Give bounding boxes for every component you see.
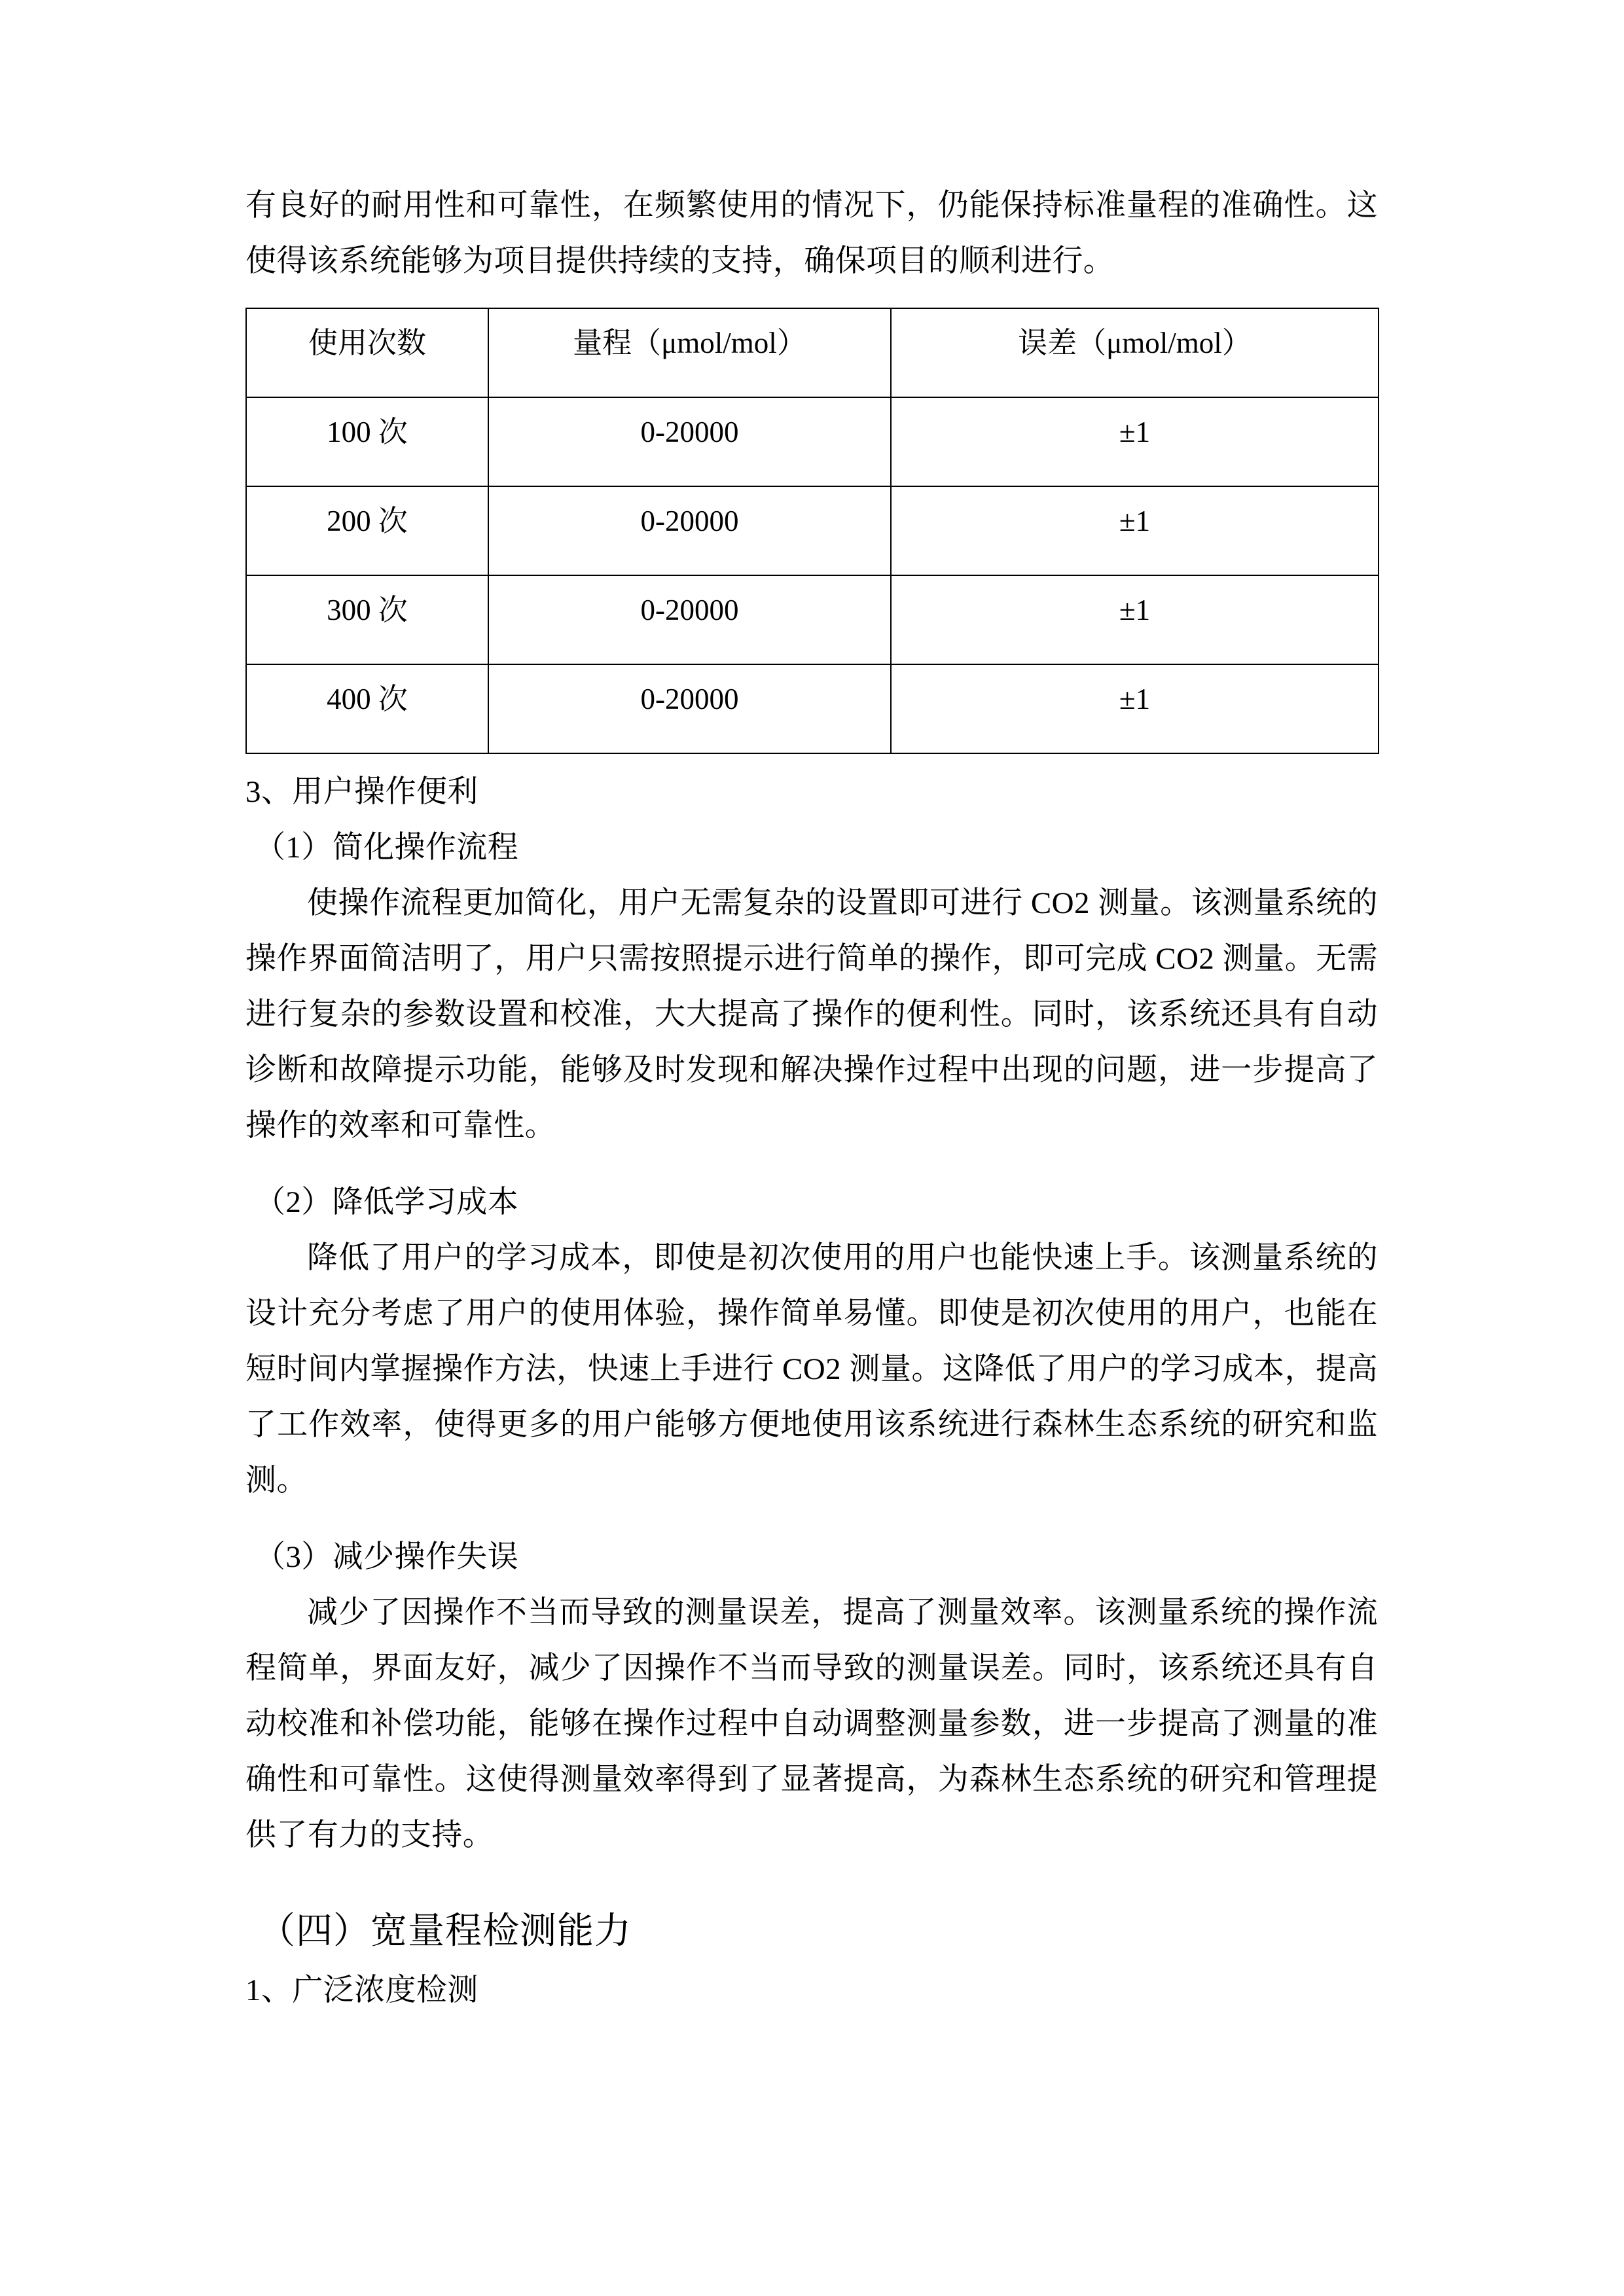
table-row (246, 575, 1379, 664)
table-header-cell: 量程（μmol/mol） (488, 308, 891, 397)
heading-sub-3: （3）减少操作失误 (255, 1540, 519, 1574)
spacer (245, 1509, 1378, 1530)
table-cell-error: ±1 (891, 486, 1379, 575)
table-row (246, 664, 1379, 753)
table-cell-error: ±1 (891, 575, 1379, 664)
spacer (245, 754, 1378, 764)
spacer (245, 1863, 1378, 1900)
table-header-row (246, 308, 1379, 397)
table-cell-range: 0-20000 (488, 575, 891, 664)
table-cell-usage: 100 次 (246, 397, 488, 486)
heading-section-4: （四）宽量程检测能力 (259, 1911, 632, 1952)
table-cell-range: 0-20000 (488, 486, 891, 575)
table-header-cell: 误差（μmol/mol） (891, 308, 1379, 397)
table-row (246, 486, 1379, 575)
usage-spec-table (245, 308, 1379, 754)
table-row (246, 397, 1379, 486)
table-cell-usage: 300 次 (246, 575, 488, 664)
table-cell-usage: 200 次 (246, 486, 488, 575)
table-cell-error: ±1 (891, 397, 1379, 486)
spacer (245, 1154, 1378, 1175)
spec-table-wrapper (245, 308, 1378, 754)
table-cell-error: ±1 (891, 664, 1379, 753)
heading-section-3: 3、用户操作便利 (245, 775, 478, 809)
heading-sub-1: （1）简化操作流程 (255, 831, 519, 865)
table-header-cell: 使用次数 (246, 308, 488, 397)
paragraph-sub-2-body: 降低了用户的学习成本，即使是初次使用的用户也能快速上手。该测量系统的设计充分考虑了用户的使用体验，操作简单易懂。即使是初次使用的用户，也能在短时间内掌握操作方法，快速上手进行 CO2 测量。这降低了用户的学习成本，提高了工作效率，使得更多的用户能够方便地使用该系统进行森林生态系统的研究和监测。 (245, 1241, 1378, 1498)
paragraph-sub-1-body: 使操作流程更加简化，用户无需复杂的设置即可进行 CO2 测量。该测量系统的操作界面简洁明了，用户只需按照提示进行简单的操作，即可完成 CO2 测量。无需进行复杂的参数设置和校准，大大提高了操作的便利性。同时，该系统还具有自动诊断和故障提示功能，能够及时发现和解决操作过程中出现的问题，进一步提高了操作的效率和可靠性。 (245, 886, 1378, 1143)
paragraph-sub-3-body: 减少了因操作不当而导致的测量误差，提高了测量效率。该测量系统的操作流程简单，界面友好，减少了因操作不当而导致的测量误差。同时，该系统还具有自动校准和补偿功能，能够在操作过程中自动调整测量参数，进一步提高了测量的准确性和可靠性。这使得测量效率得到了显著提高，为森林生态系统的研究和管理提供了有力的支持。 (245, 1596, 1378, 1852)
page-content (245, 178, 1378, 2018)
table-cell-range: 0-20000 (488, 664, 891, 753)
table-cell-usage: 400 次 (246, 664, 488, 753)
intro-paragraph: 有良好的耐用性和可靠性，在频繁使用的情况下，仍能保持标准量程的准确性。这使得该系统能够为项目提供持续的支持，确保项目的顺利进行。 (245, 188, 1378, 278)
table-cell-range: 0-20000 (488, 397, 891, 486)
heading-section-4-sub-1: 1、广泛浓度检测 (245, 1973, 478, 2007)
heading-sub-2: （2）降低学习成本 (255, 1185, 519, 1219)
